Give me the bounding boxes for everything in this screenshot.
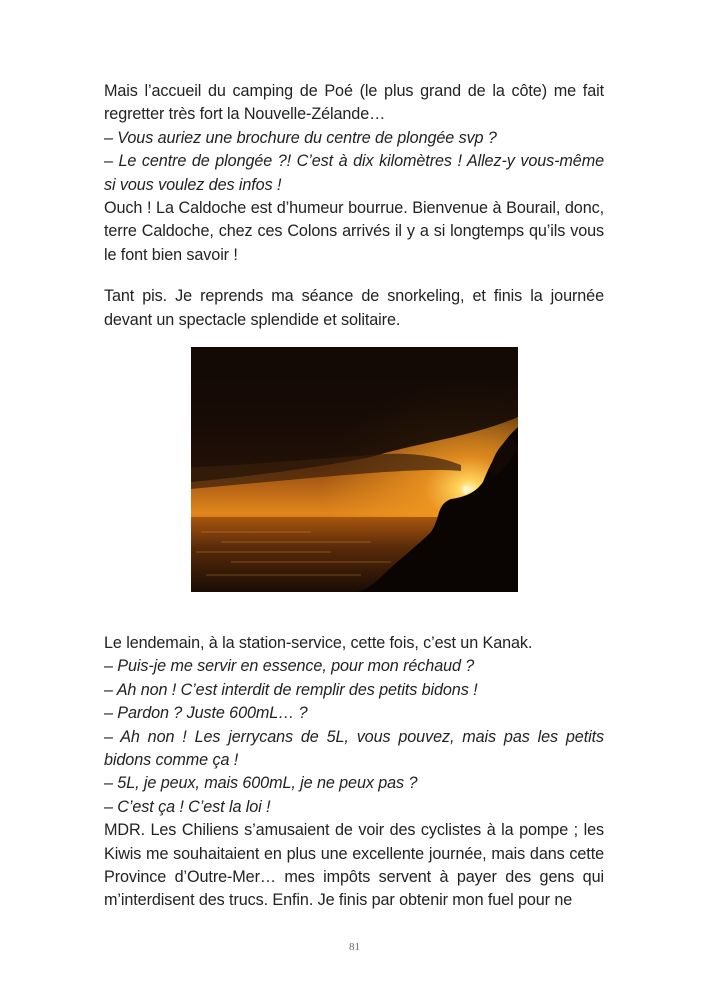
text-block-bottom	[104, 632, 604, 913]
page-number: 81	[349, 941, 360, 953]
dialogue-line: – Vous auriez une brochure du centre de plongée svp ?	[104, 128, 497, 147]
dialogue-line: – Le centre de plongée ?! C’est à dix kilomètres ! Allez-y vous-même si vous voulez des infos !	[104, 152, 604, 194]
text-block-top	[104, 80, 604, 332]
paragraph: Ouch ! La Caldoche est d’humeur bourrue. Bienvenue à Bourail, donc, terre Caldoche, chez ces Colons arrivés il y a si longtemps qu’ils vous le font bien savoir !	[104, 199, 604, 264]
dialogue-line: – Pardon ? Juste 600mL… ?	[104, 704, 308, 723]
paragraph: Mais l’accueil du camping de Poé (le plus grand de la côte) me fait regretter très fort la Nouvelle-Zélande…	[104, 82, 604, 124]
paragraph: Le lendemain, à la station-service, cette fois, c’est un Kanak.	[104, 634, 533, 652]
dialogue-line: – Ah non ! Les jerrycans de 5L, vous pouvez, mais pas les petits bidons comme ça !	[104, 727, 604, 770]
dialogue-line: – 5L, je peux, mais 600mL, je ne peux pas ?	[104, 774, 418, 793]
dialogue-line: – C’est ça ! C’est la loi !	[104, 797, 271, 816]
dialogue-line: – Ah non ! C’est interdit de remplir des petits bidons !	[104, 680, 478, 699]
sunset-photo	[191, 347, 518, 592]
paragraph: MDR. Les Chiliens s’amusaient de voir des cyclistes à la pompe ; les Kiwis me souhaitaient en plus une excellente journée, mais dans cette Province d’Outre-Mer… mes impôts servent à payer des gens qui m’interdisent des trucs. Enfin. Je finis par obtenir mon fuel pour ne	[104, 821, 604, 910]
dialogue-line: – Puis-je me servir en essence, pour mon réchaud ?	[104, 657, 475, 676]
paragraph: Tant pis. Je reprends ma séance de snorkeling, et finis la journée devant un spectacle splendide et solitaire.	[104, 287, 604, 329]
